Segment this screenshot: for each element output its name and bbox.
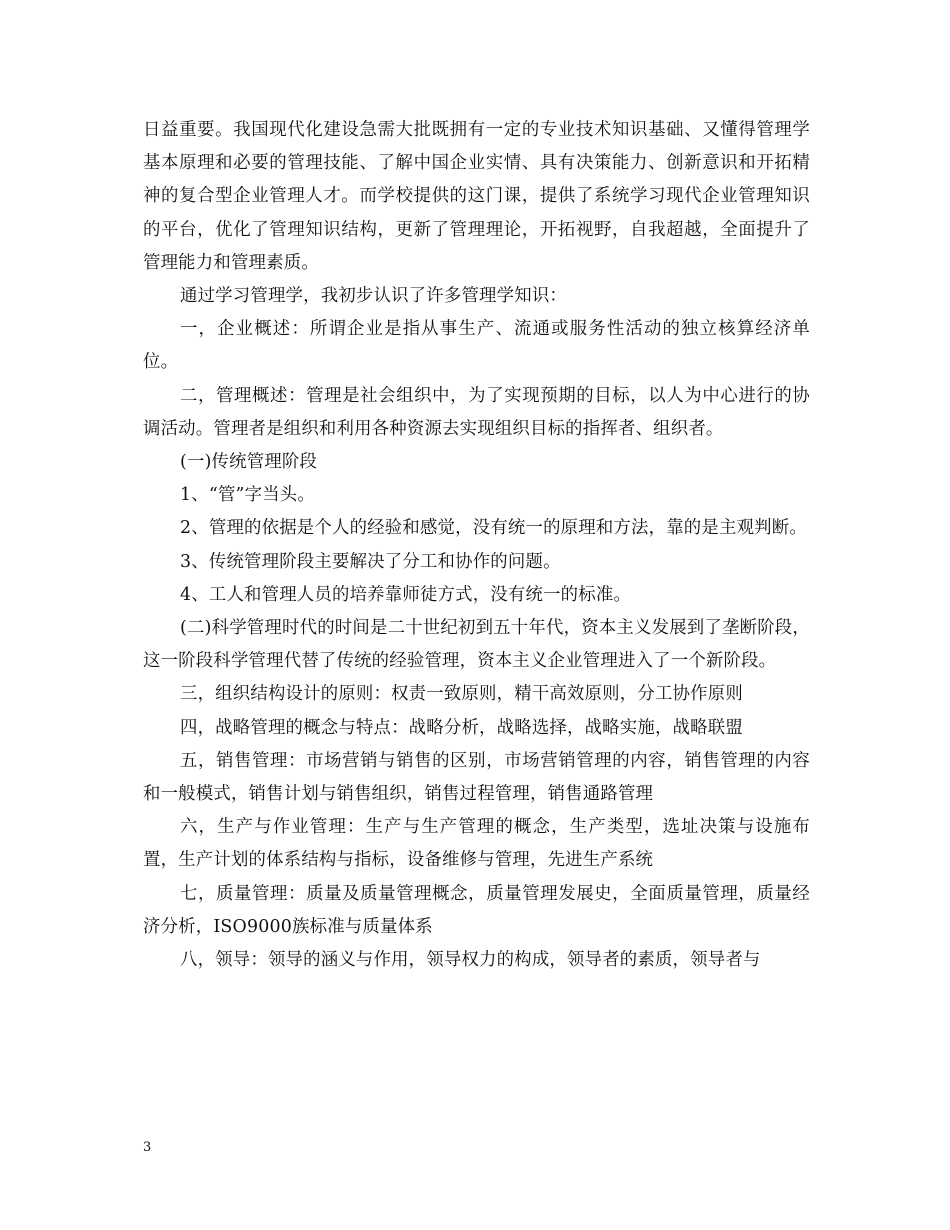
paragraph: 二，管理概述：管理是社会组织中，为了实现预期的目标，以人为中心进行的协调活动。管理者是组织和利用各种资源去实现组织目标的指挥者、组织者。 bbox=[143, 385, 810, 439]
paragraph: 通过学习管理学，我初步认识了许多管理学知识： bbox=[180, 286, 567, 307]
paragraph: 八，领导：领导的涵义与作用，领导权力的构成，领导者的素质，领导者与 bbox=[180, 950, 761, 971]
paragraph: 一，企业概述：所谓企业是指从事生产、流通或服务性活动的独立核算经济单位。 bbox=[143, 319, 810, 373]
paragraph: 四，战略管理的概念与特点：战略分析，战略选择，战略实施，战略联盟 bbox=[180, 717, 743, 738]
paragraph: 七，质量管理：质量及质量管理概念，质量管理发展史，全面质量管理，质量经济分析，ISO9000族标准与质量体系 bbox=[143, 883, 810, 937]
paragraph: (二)科学管理时代的时间是二十世纪初到五十年代，资本主义发展到了垄断阶段，这一阶段科学管理代替了传统的经验管理，资本主义企业管理进入了一个新阶段。 bbox=[143, 618, 810, 672]
paragraph: 2、管理的依据是个人的经验和感觉，没有统一的原理和方法，靠的是主观判断。 bbox=[180, 518, 807, 539]
paragraph: 三，组织结构设计的原则：权责一致原则，精干高效原则，分工协作原则 bbox=[180, 684, 743, 705]
paragraph: 五，销售管理：市场营销与销售的区别，市场营销管理的内容，销售管理的内容和一般模式，销售计划与销售组织，销售过程管理，销售通路管理 bbox=[143, 750, 810, 805]
body-text bbox=[143, 114, 810, 977]
paragraph: 六，生产与作业管理：生产与生产管理的概念，生产类型，选址决策与设施布置，生产计划的体系结构与指标，设备维修与管理，先进生产系统 bbox=[143, 817, 810, 871]
paragraph: (一)传统管理阶段 bbox=[180, 452, 318, 473]
paragraph: 4、工人和管理人员的培养靠师徒方式，没有统一的标准。 bbox=[180, 584, 632, 605]
paragraph: 3、传统管理阶段主要解决了分工和协作的问题。 bbox=[180, 551, 561, 572]
page-number: 3 bbox=[143, 1140, 152, 1155]
paragraph: 1、“管”字当头。 bbox=[180, 485, 315, 506]
paragraph: 日益重要。我国现代化建设急需大批既拥有一定的专业技术知识基础、又懂得管理学基本原理和必要的管理技能、了解中国企业实情、具有决策能力、创新意识和开拓精神的复合型企业管理人才。而学校提供的这门课，提供了系统学习现代企业管理知识的平台，优化了管理知识结构，更新了管理理论，开拓视野，自我超越，全面提升了管理能力和管理素质。 bbox=[143, 120, 810, 273]
